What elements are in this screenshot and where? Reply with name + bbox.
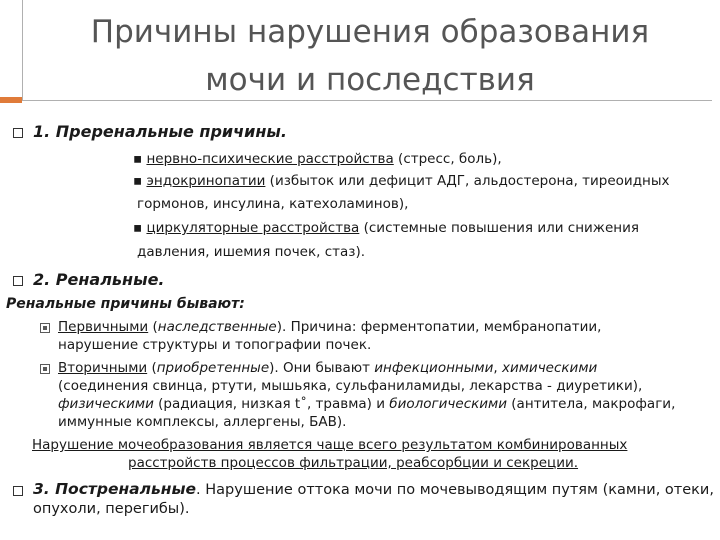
square-bullet-icon: ▪	[133, 173, 143, 189]
list-item	[133, 172, 670, 190]
section3-text: . Нарушение оттока мочи по мочевыводящим путям (камни, отеки,	[196, 482, 714, 498]
section3-line-1	[33, 479, 714, 500]
conclusion-line-1: Нарушение мочеобразования является чаще всего результатом комбинированных	[32, 437, 628, 453]
secondary-causes-line-4: иммунные комплексы, аллергены, БАВ).	[58, 414, 347, 430]
comma: ,	[493, 360, 502, 376]
item-term: нервно-психические расстройства	[146, 151, 394, 167]
physical-text: (радиация, низкая t˚, травма) и	[153, 396, 390, 412]
square-bullet-icon	[40, 323, 50, 333]
secondary-paren: приобретенные	[156, 360, 270, 376]
primary-causes-line-1: Первичными (наследственные). Причина: ферментопатии, мембранопатии,	[58, 319, 602, 335]
primary-paren: наследственные	[157, 319, 277, 335]
primary-term: Первичными	[58, 319, 149, 335]
physical-label: физическими	[58, 396, 154, 412]
list-item-continuation: давления, ишемия почек, стаз).	[137, 244, 366, 260]
title-horizontal-rule	[0, 100, 712, 101]
conclusion-line-2: расстройств процессов фильтрации, реабсорбции и секреции.	[128, 455, 579, 471]
item-term: циркуляторные расстройства	[146, 220, 360, 236]
list-item	[133, 150, 502, 168]
section3-line-2: опухоли, перегибы).	[33, 501, 190, 517]
infectious-label: инфекционными	[374, 360, 494, 376]
biological-text: (антитела, макрофаги,	[507, 396, 676, 412]
item-text: (системные повышения или снижения	[359, 220, 639, 236]
section3-heading: 3. Постренальные	[33, 480, 197, 498]
title-line-1: Причины нарушения образования	[90, 14, 650, 50]
checkbox-bullet-icon	[13, 128, 23, 138]
secondary-causes-line-3	[58, 395, 675, 413]
checkbox-bullet-icon	[13, 486, 23, 496]
section1-heading: 1. Преренальные причины.	[33, 122, 287, 141]
item-term: эндокринопатии	[146, 173, 266, 189]
section2-subheading: Ренальные причины бывают:	[6, 296, 245, 312]
item-text: (избыток или дефицит АДГ, альдостерона, тиреоидных	[265, 173, 670, 189]
item-text: (стресс, боль),	[393, 151, 502, 167]
page-title	[30, 8, 710, 104]
title-accent-bar	[0, 97, 22, 103]
secondary-text: . Они бывают	[274, 360, 375, 376]
list-item	[133, 219, 639, 237]
secondary-causes-line-2: (соединения свинца, ртути, мышьяка, сульфаниламиды, лекарства - диуретики),	[58, 378, 643, 394]
square-bullet-icon	[40, 364, 50, 374]
secondary-term: Вторичными	[58, 360, 148, 376]
square-bullet-icon: ▪	[133, 220, 143, 236]
title-vertical-rule	[22, 0, 23, 101]
primary-causes-line-2: нарушение структуры и топографии почек.	[58, 337, 372, 353]
section2-heading: 2. Ренальные.	[33, 270, 165, 289]
chemical-label: химическими	[501, 360, 598, 376]
primary-text: . Причина: ферментопатии, мембранопатии,	[282, 319, 602, 335]
title-line-2: мочи и последствия	[205, 62, 535, 98]
square-bullet-icon: ▪	[133, 151, 143, 167]
checkbox-bullet-icon	[13, 276, 23, 286]
list-item-continuation: гормонов, инсулина, катехоламинов),	[137, 196, 409, 212]
secondary-causes-line-1: Вторичными (приобретенные). Они бывают инфекционными, химическими	[58, 360, 598, 376]
biological-label: биологическими	[389, 396, 507, 412]
